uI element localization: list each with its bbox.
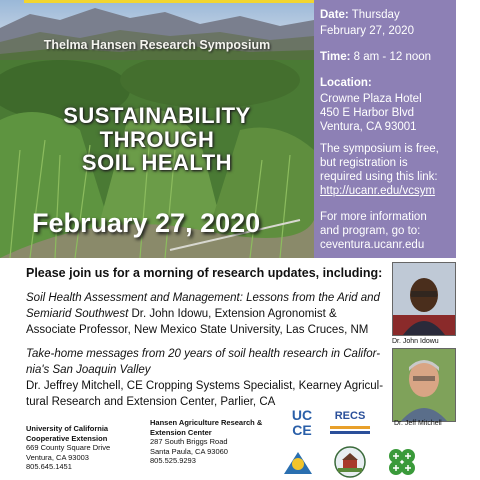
- 4h-clover-logo-icon: [386, 446, 418, 478]
- talk-1-title-2: Semiarid Southwest: [26, 308, 129, 320]
- date-value: Thursday: [351, 9, 400, 21]
- hero-title-line-3: SOIL HEALTH: [81, 150, 233, 175]
- talk-1-speaker-2: Associate Professor, New Mexico State University, Las Cruces, NM: [26, 324, 369, 336]
- hero-title-line-1: SUSTAINABILITY: [63, 103, 251, 128]
- accent-bar: [24, 0, 314, 3]
- photo-caption-mitchell: Dr. Jeff Mitchell: [394, 420, 442, 427]
- date-value-full: February 27, 2020: [320, 25, 414, 37]
- hero-title-line-2: THROUGH: [99, 127, 215, 152]
- time-label: Time:: [320, 51, 351, 63]
- symposium-subtitle: Thelma Hansen Research Symposium: [43, 38, 271, 52]
- free-text-3: required using this link:: [320, 171, 438, 183]
- photo-caption-idowu: Dr. John Idowu: [392, 338, 439, 345]
- talk-2-title-2: nia's San Joaquin Valley: [26, 364, 151, 376]
- date-label: Date:: [320, 9, 349, 21]
- time-value: 8 am - 12 noon: [353, 51, 432, 63]
- location-street: 450 E Harbor Blvd: [320, 107, 414, 119]
- hansen-address: Hansen Agriculture Research & Extension Center 287 South Briggs Road Santa Paula, CA 93060 805.525.9293: [150, 418, 263, 465]
- location-venue: Crowne Plaza Hotel: [320, 93, 422, 105]
- uc-address: University of California Cooperative Extension 669 County Square Drive Ventura, CA 93003 805.645.1451: [26, 424, 111, 471]
- date-line: [320, 8, 400, 22]
- talk-1-title-1: Soil Health Assessment and Management: Lessons from the Arid and: [26, 292, 380, 304]
- speaker-photo-idowu: [392, 262, 456, 336]
- talk-2-speaker-2: tural Research and Extension Center, Parlier, CA: [26, 396, 276, 408]
- recs-logo: RECS: [330, 410, 370, 440]
- registration-link[interactable]: http://ucanr.edu/vcsym: [320, 185, 436, 197]
- talk-2-speaker-1: Dr. Jeffrey Mitchell, CE Cropping Systems Specialist, Kearney Agricul-: [26, 380, 384, 392]
- hansen-sun-logo-icon: [280, 448, 316, 478]
- time-line: [320, 50, 431, 64]
- farm-seal-logo-icon: [334, 446, 366, 478]
- more-info-1: For more information: [320, 211, 427, 223]
- speaker-photo-mitchell: [392, 348, 456, 422]
- intro-heading: Please join us for a morning of research updates, including:: [26, 266, 383, 280]
- ucce-logo: UC CE: [291, 407, 313, 438]
- talk-1-speaker-1: Dr. John Idowu, Extension Agronomist &: [128, 308, 337, 320]
- hero-date: February 27, 2020: [32, 208, 261, 238]
- free-text-1: The symposium is free,: [320, 143, 439, 155]
- more-info-link[interactable]: ceventura.ucanr.edu: [320, 239, 425, 251]
- free-text-2: but registration is: [320, 157, 408, 169]
- talk-2-title-1: Take-home messages from 20 years of soil health research in Califor-: [26, 348, 381, 360]
- location-city: Ventura, CA 93001: [320, 121, 417, 133]
- more-info-2: and program, go to:: [320, 225, 421, 237]
- location-label: Location:: [320, 77, 372, 89]
- talk-1-title-2-line: [26, 306, 396, 322]
